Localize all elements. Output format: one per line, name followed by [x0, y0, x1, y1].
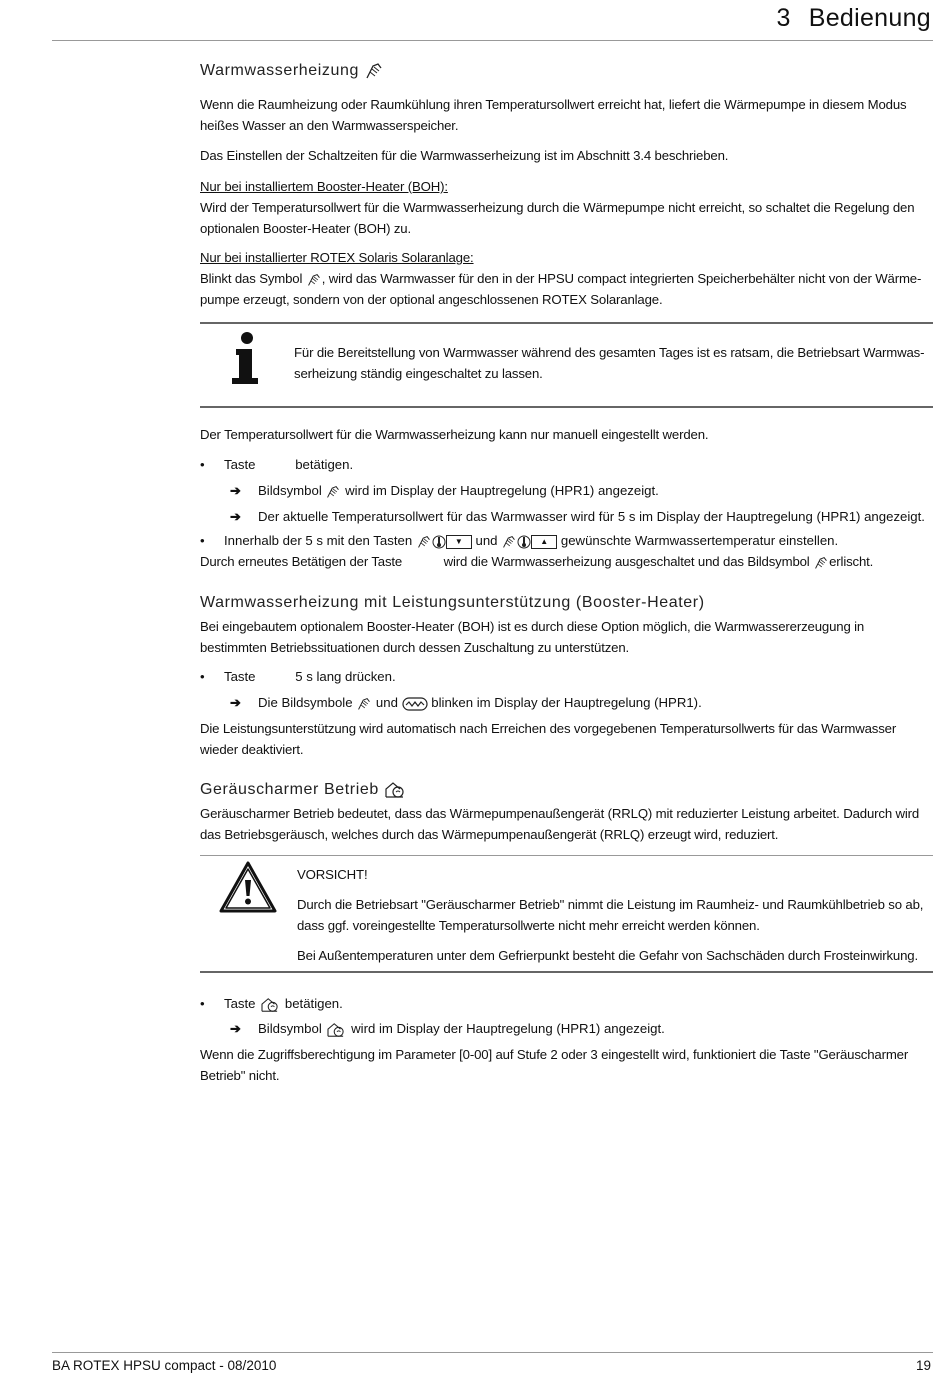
section-title-warmwater	[200, 62, 384, 80]
boh-note	[200, 176, 932, 239]
quiet-mode-icon	[325, 1022, 347, 1038]
heater-wave-icon	[402, 697, 428, 711]
paragraph-text: erlischt.	[829, 554, 874, 569]
paragraph: Wenn die Raumheizung oder Raumkühlung ihren Temperatursollwert erreicht hat, liefert die Wärmepumpe in diesem Modus heißes Wasser an den Warmwasserspeicher.	[200, 97, 907, 133]
solar-text: Blinkt das Symbol	[200, 271, 303, 286]
header-rule	[52, 40, 933, 41]
solar-text: , wird das Warmwasser für den in der HPSU compact integrierten Speicherbehälter nicht von der Wärme-	[321, 271, 922, 286]
info-rule-bottom	[200, 406, 933, 408]
section-title-text: Geräuscharmer Betrieb	[200, 781, 379, 799]
info-rule-top	[200, 322, 933, 324]
paragraph: Geräuscharmer Betrieb bedeutet, dass das Wärmepumpenaußengerät (RRLQ) mit reduzierter Leistung arbeitet. Dadurch wird das Betriebsgeräusch, welches durch das Wärmepumpenaußengerät (RRLQ) erzeugt wird, reduziert.	[200, 806, 920, 842]
info-text: Für die Bereitstellung von Warmwasser während des gesamten Tages ist es ratsam, die Betriebsart Warmwas- serheizung ständig eingeschaltet zu lassen.	[294, 345, 925, 381]
section-title-booster: Warmwasserheizung mit Leistungsunterstützung (Booster-Heater)	[200, 594, 705, 611]
list-item	[200, 666, 396, 687]
bullet-text: Innerhalb der 5 s mit den Tasten	[224, 533, 413, 548]
bullet-text: Taste	[224, 457, 256, 472]
paragraph: Die Leistungsunterstützung wird automatisch nach Erreichen des vorgegebenen Temperatursollwerts für das Warmwasser wieder deaktiviert.	[200, 721, 897, 757]
list-item	[200, 454, 353, 475]
bullet-text: gewünschte Warmwassertemperatur einstellen.	[560, 533, 839, 548]
warning-title: VORSICHT!	[297, 867, 368, 882]
result-item	[230, 480, 659, 501]
hot-water-tap-icon	[813, 556, 829, 570]
paragraph: Das Einstellen der Schaltzeiten für die Warmwasserheizung ist im Abschnitt 3.4 beschrieben.	[200, 148, 729, 163]
warning-rule-bottom	[200, 971, 933, 973]
info-icon	[226, 331, 264, 385]
thermometer-icon	[517, 535, 531, 549]
chapter-heading	[777, 4, 931, 33]
paragraph-text: wird die Warmwasserheizung ausgeschaltet und das Bildsymbol	[443, 554, 810, 569]
list-item	[200, 530, 838, 551]
result-text: wird im Display der Hauptregelung (HPR1) angezeigt.	[345, 483, 659, 498]
arrow-up-key-icon: ▲	[531, 535, 557, 549]
result-text: Die Bildsymbole	[258, 695, 353, 710]
result-text: Bildsymbol	[258, 1021, 322, 1036]
arrow-right-icon: ➔	[230, 509, 242, 524]
list-item	[200, 993, 343, 1014]
arrow-right-icon: ➔	[230, 695, 242, 710]
warning-rule-top	[200, 855, 933, 856]
paragraph	[200, 551, 932, 572]
hot-water-tap-icon	[501, 535, 517, 549]
hot-water-tap-icon	[416, 535, 432, 549]
bullet-text: 5 s lang drücken.	[295, 669, 396, 684]
result-text: und	[375, 695, 398, 710]
arrow-down-key-icon: ▼	[446, 535, 472, 549]
warning-text: Durch die Betriebsart "Geräuscharmer Betrieb" nimmt die Leistung im Raumheiz- und Raumkühlbetrieb so ab, dass ggf. voreingestellte Temperatursollwerte nicht mehr erreicht werden können.	[297, 897, 924, 933]
bullet-dot: •	[200, 457, 205, 472]
bullet-text: Taste	[224, 996, 256, 1011]
paragraph: Bei eingebautem optionalem Booster-Heater (BOH) ist es durch diese Option möglich, die Warmwassererzeugung in bestimmten Betriebssituationen durch dessen Zuschaltung zu unterstützen.	[200, 619, 865, 655]
paragraph: Der Temperatursollwert für die Warmwasserheizung kann nur manuell eingestellt werden.	[200, 427, 709, 442]
page-number: 19	[915, 1358, 931, 1373]
section-title-quiet	[200, 781, 406, 799]
result-text: Der aktuelle Temperatursollwert für das Warmwasser wird für 5 s im Display der Hauptregelung (HPR1) angezeigt.	[258, 509, 925, 524]
section-title-text: Warmwasserheizung	[200, 62, 359, 80]
bullet-dot: •	[200, 669, 205, 684]
bullet-dot: •	[200, 533, 205, 548]
solar-text: pumpe erzeugt, sondern von der optional angeschlossenen ROTEX Solaranlage.	[200, 292, 663, 307]
result-item	[230, 1018, 665, 1039]
bullet-text: betätigen.	[284, 996, 343, 1011]
bullet-dot: •	[200, 996, 205, 1011]
chapter-title: Bedienung	[808, 4, 931, 32]
arrow-right-icon: ➔	[230, 1021, 242, 1036]
warning-triangle-icon	[218, 860, 278, 915]
paragraph: Wenn die Zugriffsberechtigung im Parameter [0-00] auf Stufe 2 oder 3 eingestellt wird, funktioniert die Taste "Geräuscharmer Betrieb" nicht.	[200, 1047, 909, 1083]
hot-water-tap-icon	[325, 485, 341, 499]
bullet-text: Taste	[224, 669, 256, 684]
result-item	[230, 692, 702, 713]
hot-water-tap-icon	[306, 273, 322, 287]
boh-text: Wird der Temperatursollwert für die Warmwasserheizung durch die Wärmepumpe nicht erreicht, so schaltet die Regelung den optionalen Booster-Heater (BOH) zu.	[200, 200, 915, 236]
bullet-text: betätigen.	[295, 457, 354, 472]
hot-water-tap-icon	[356, 697, 372, 711]
quiet-mode-icon	[259, 997, 281, 1013]
boh-heading: Nur bei installiertem Booster-Heater (BOH):	[200, 179, 448, 194]
solar-heading: Nur bei installierter ROTEX Solaris Solaranlage:	[200, 250, 474, 265]
chapter-number: 3	[776, 4, 791, 32]
arrow-right-icon: ➔	[230, 483, 242, 498]
hot-water-tap-icon	[364, 62, 384, 80]
result-item	[230, 506, 925, 527]
footer-doc-title: BA ROTEX HPSU compact - 08/2010	[52, 1358, 277, 1373]
result-text: Bildsymbol	[258, 483, 322, 498]
result-text: wird im Display der Hauptregelung (HPR1) angezeigt.	[351, 1021, 665, 1036]
footer-rule	[52, 1352, 933, 1353]
paragraph-text: Durch erneutes Betätigen der Taste	[200, 554, 403, 569]
quiet-mode-icon	[384, 781, 406, 799]
result-text: blinken im Display der Hauptregelung (HPR1).	[431, 695, 702, 710]
bullet-text: und	[475, 533, 498, 548]
warning-text: Bei Außentemperaturen unter dem Gefrierpunkt besteht die Gefahr von Sachschäden durch Frosteinwirkung.	[297, 948, 918, 963]
thermometer-icon	[432, 535, 446, 549]
solar-note	[200, 247, 932, 310]
